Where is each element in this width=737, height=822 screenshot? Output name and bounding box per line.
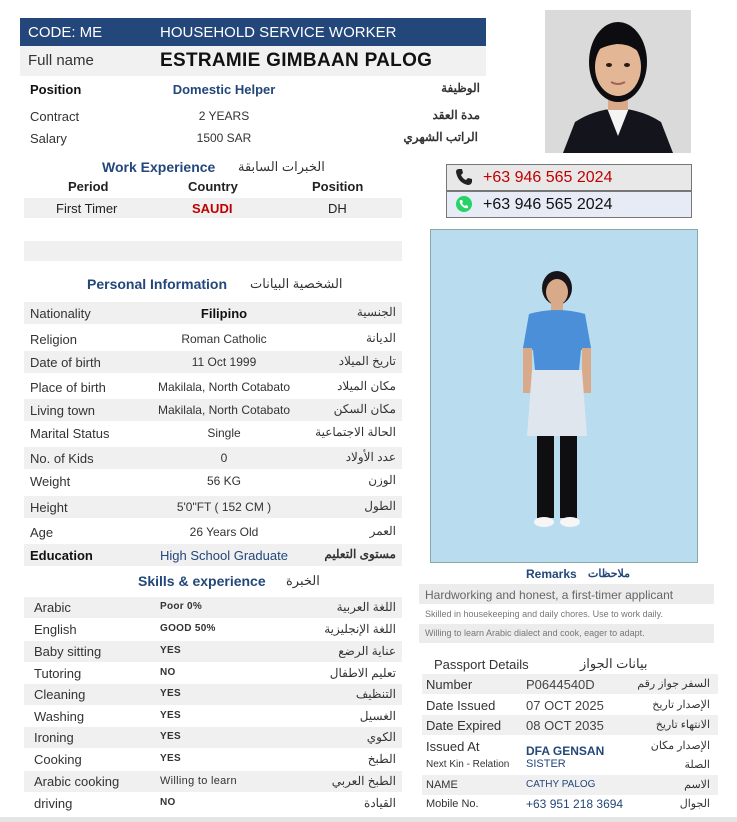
work-country: SAUDI xyxy=(192,201,233,216)
skill-label: Ironing xyxy=(34,730,74,745)
remarks-title-ar: ملاحظات xyxy=(588,568,630,580)
religion-label: Religion xyxy=(30,332,77,347)
position-header: Position xyxy=(312,179,364,194)
next-kin-label: Next Kin - Relation xyxy=(426,759,510,770)
personal-info-title: Personal Information xyxy=(87,276,228,292)
phone-number[interactable]: +63 946 565 2024 xyxy=(483,169,613,186)
passport-expired-value: 08 OCT 2035 xyxy=(526,718,604,733)
bottom-edge xyxy=(0,817,737,822)
weight-label-ar: الوزن xyxy=(368,473,396,487)
weight-value: 56 KG xyxy=(206,474,242,488)
passport-number-label-ar: السفر جواز رقم xyxy=(637,678,710,690)
height-value: 5'0"FT ( 152 CM ) xyxy=(176,500,272,514)
passport-title-ar: بيانات الجواز xyxy=(580,656,648,671)
kin-mobile-label: Mobile No. xyxy=(426,798,479,810)
weight-row xyxy=(24,470,402,492)
kids-value: 0 xyxy=(220,451,228,465)
place-of-birth-row xyxy=(24,376,402,398)
kin-mobile-value: +63 951 218 3694 xyxy=(526,797,624,811)
contract-label-ar: مدة العقد xyxy=(432,108,480,122)
skill-label-ar: اللغة العربية xyxy=(336,600,396,614)
remark-line-3: Willing to learn Arabic dialect and cook, eager to adapt. xyxy=(419,624,714,643)
nationality-value: Filipino xyxy=(200,306,248,321)
skill-value: Poor 0% xyxy=(160,601,203,612)
kin-mobile-label-ar: الجوال xyxy=(679,798,710,810)
age-label-ar: العمر xyxy=(369,524,396,538)
applicant-code: CODE: ME xyxy=(28,24,103,41)
job-category: HOUSEHOLD SERVICE WORKER xyxy=(160,24,397,41)
age-value: 26 Years Old xyxy=(189,525,259,539)
dob-row xyxy=(24,351,402,373)
full-name-value: ESTRAMIE GIMBAAN PALOG xyxy=(160,50,433,71)
full-body-photo xyxy=(430,229,698,563)
education-label: Education xyxy=(30,548,93,563)
passport-issued-at-label-ar: الإصدار مكان xyxy=(650,740,710,752)
next-kin-value: SISTER xyxy=(526,758,566,770)
header-code-bar xyxy=(20,18,486,46)
skill-row-driving xyxy=(24,793,402,814)
dob-label-ar: تاريخ الميلاد xyxy=(338,354,396,368)
skill-row-arabic-cooking xyxy=(24,771,402,792)
marital-status-value: Single xyxy=(207,426,241,440)
position-label: Position xyxy=(30,82,82,97)
kids-label-ar: عدد الأولاد xyxy=(345,450,396,464)
living-town-label-ar: مكان السكن xyxy=(333,402,396,416)
skill-value: YES xyxy=(160,688,181,699)
passport-number-value: P0644540D xyxy=(526,677,595,692)
skill-label-ar: عناية الرضع xyxy=(338,644,396,658)
living-town-value: Makilala, North Cotabato xyxy=(157,403,291,417)
skills-title: Skills & experience xyxy=(138,573,266,589)
nationality-label-ar: الجنسية xyxy=(356,305,396,319)
skill-label: Arabic cooking xyxy=(34,774,120,789)
salary-label: Salary xyxy=(30,131,67,146)
kin-name-label: NAME xyxy=(426,779,458,791)
skill-value: NO xyxy=(160,797,176,808)
living-town-row xyxy=(24,399,402,421)
passport-title: Passport Details xyxy=(434,657,529,672)
work-experience-title-ar: الخبرات السابقة xyxy=(238,159,325,174)
salary-row xyxy=(24,127,478,149)
contract-value: 2 YEARS xyxy=(198,109,250,123)
passport-expired-row xyxy=(422,715,718,735)
work-experience-row xyxy=(24,198,402,218)
kids-label: No. of Kids xyxy=(30,451,94,466)
whatsapp-icon xyxy=(455,195,473,213)
skill-label: Tutoring xyxy=(34,666,82,681)
height-row xyxy=(24,496,402,518)
place-of-birth-label-ar: مكان الميلاد xyxy=(337,379,396,393)
passport-issued-at-row xyxy=(422,736,718,756)
salary-value: 1500 SAR xyxy=(196,131,252,145)
height-label-ar: الطول xyxy=(364,499,396,513)
work-experience-header xyxy=(24,176,402,198)
kids-row xyxy=(24,447,402,469)
nationality-row xyxy=(24,302,402,324)
skill-label-ar: الغسيل xyxy=(359,709,396,723)
education-value: High School Graduate xyxy=(160,548,288,563)
skill-value: GOOD 50% xyxy=(160,623,216,634)
position-row xyxy=(24,78,480,100)
kin-name-row xyxy=(422,775,718,795)
skill-value: YES xyxy=(160,710,181,721)
passport-number-label: Number xyxy=(426,677,473,692)
skill-row-washing xyxy=(24,706,402,727)
skill-label-ar: التنظيف xyxy=(355,687,396,701)
living-town-label: Living town xyxy=(30,403,96,418)
next-kin-row xyxy=(422,755,718,775)
skill-label: driving xyxy=(34,796,73,811)
work-period: First Timer xyxy=(56,201,118,216)
salary-label-ar: الراتب الشهري xyxy=(403,130,478,144)
passport-expired-label: Date Expired xyxy=(426,718,502,733)
passport-expired-label-ar: الانتهاء تاريخ xyxy=(655,719,710,731)
skill-label: Arabic xyxy=(34,600,71,615)
headshot-photo xyxy=(545,10,691,153)
next-kin-label-ar: الصلة xyxy=(684,759,710,771)
personal-info-title-ar: الشخصية البيانات xyxy=(250,276,343,291)
phone-icon xyxy=(455,168,473,186)
phone-box xyxy=(446,164,692,191)
skill-value: Willing to learn xyxy=(160,775,237,787)
kin-name-label-ar: الاسم xyxy=(684,779,710,791)
passport-issued-at-label: Issued At xyxy=(426,739,480,754)
work-experience-title: Work Experience xyxy=(102,159,216,175)
skill-value: YES xyxy=(160,731,181,742)
education-label-ar: مستوى التعليم xyxy=(324,547,396,561)
religion-label-ar: الديانة xyxy=(365,331,396,345)
skill-row-cleaning xyxy=(24,684,402,705)
skill-row-tutoring xyxy=(24,663,402,684)
remark-line-1: Hardworking and honest, a first-timer applicant xyxy=(419,584,714,604)
place-of-birth-value: Makilala, North Cotabato xyxy=(157,380,291,394)
skill-label: Cooking xyxy=(34,752,82,767)
work-position: DH xyxy=(328,201,347,216)
skill-value: NO xyxy=(160,667,176,678)
whatsapp-number[interactable]: +63 946 565 2024 xyxy=(483,196,613,213)
remarks-title: Remarks xyxy=(526,567,577,581)
position-label-ar: الوظيفة xyxy=(441,81,480,95)
passport-issued-at-value: DFA GENSAN xyxy=(526,744,605,758)
country-header: Country xyxy=(188,179,238,194)
dob-label: Date of birth xyxy=(30,355,101,370)
passport-issued-row xyxy=(422,695,718,715)
skill-value: YES xyxy=(160,753,181,764)
age-label: Age xyxy=(30,525,54,540)
period-header: Period xyxy=(68,179,109,194)
skill-row-cooking xyxy=(24,749,402,770)
marital-status-label: Marital Status xyxy=(30,426,110,441)
kin-name-value: CATHY PALOG xyxy=(526,779,596,790)
skill-label-ar: تعليم الاطفال xyxy=(329,666,396,680)
passport-number-row xyxy=(422,674,718,694)
skill-label-ar: الطبخ العربي xyxy=(331,774,396,788)
skill-label-ar: القيادة xyxy=(364,796,396,810)
position-value: Domestic Helper xyxy=(172,82,276,97)
skill-row-baby-sitting xyxy=(24,641,402,662)
full-name-label: Full name xyxy=(28,52,94,69)
remark-line-2: Skilled in housekeeping and daily chores. Use to work daily. xyxy=(425,609,663,619)
age-row xyxy=(24,521,402,543)
skill-label-ar: الطبخ xyxy=(367,752,396,766)
marital-status-row xyxy=(24,422,402,444)
skill-row-arabic xyxy=(24,597,402,618)
religion-value: Roman Catholic xyxy=(181,332,267,346)
contract-row xyxy=(24,105,480,127)
skill-label: Baby sitting xyxy=(34,644,102,659)
skill-label: Cleaning xyxy=(34,687,86,702)
religion-row xyxy=(24,328,402,350)
skill-label-ar: الكوي xyxy=(366,730,396,744)
skill-value: YES xyxy=(160,645,181,656)
skill-label: English xyxy=(34,622,77,637)
full-name-row xyxy=(20,46,486,76)
passport-issued-value: 07 OCT 2025 xyxy=(526,698,604,713)
education-row xyxy=(24,544,402,566)
skill-row-english xyxy=(24,619,402,640)
skill-row-ironing xyxy=(24,727,402,748)
dob-value: 11 Oct 1999 xyxy=(191,355,257,369)
skills-title-ar: الخبرة xyxy=(286,573,320,588)
skill-label: Washing xyxy=(34,709,85,724)
skill-label-ar: اللغة الإنجليزية xyxy=(324,622,396,636)
kin-mobile-row xyxy=(422,794,718,814)
whatsapp-box xyxy=(446,191,692,218)
passport-issued-label: Date Issued xyxy=(426,698,496,713)
contract-label: Contract xyxy=(30,109,80,124)
passport-issued-label-ar: الإصدار تاريخ xyxy=(652,699,710,711)
weight-label: Weight xyxy=(30,474,71,489)
height-label: Height xyxy=(30,500,68,515)
nationality-label: Nationality xyxy=(30,306,91,321)
spacer-bar xyxy=(24,241,402,261)
marital-status-label-ar: الحالة الاجتماعية xyxy=(315,425,396,439)
place-of-birth-label: Place of birth xyxy=(30,380,106,395)
